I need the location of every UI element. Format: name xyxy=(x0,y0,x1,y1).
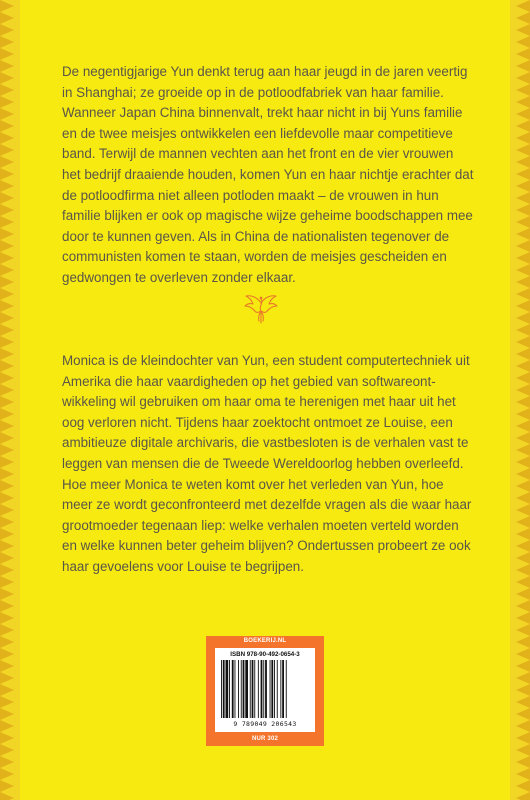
barcode-bar xyxy=(263,660,264,718)
barcode-bar xyxy=(221,660,222,718)
barcode-bar xyxy=(274,660,275,718)
barcode-bar xyxy=(241,660,242,718)
barcode-bar xyxy=(261,660,263,718)
barcode-bar xyxy=(282,660,284,718)
barcode-bar xyxy=(254,660,255,718)
barcode-panel xyxy=(215,648,315,732)
barcode-bar xyxy=(245,660,248,718)
nur-code: NUR 302 xyxy=(251,736,279,742)
barcode-bar xyxy=(229,660,230,718)
barcode-bar xyxy=(252,660,254,718)
isbn-text: ISBN 978-90-492-0654-3 xyxy=(230,651,300,658)
barcode-label xyxy=(206,636,324,746)
blurb-paragraph-1: De negentigjarige Yun denkt terug aan haar jeugd in de jaren veertig in Shanghai; ze groeide op in de potloodfabriek van haar familie. Wanneer Japan China binnenvalt, trekt haar nicht in bij Yuns familie en de twee meisjes ontwikkelen een liefdevolle maar competitieve band. Terwijl de mannen vechten aan het front en de vier vrouwen het bedrijf draaiende houden, komen Yun en haar nichtje erachter dat de potloodfirma niet alleen potloden maakt – de vrouwen in hun familie blijken er ook op magische wijze geheime boodschappen mee door te kunnen geven. Als in China de nationalisten tegenover de communisten komen te staan, worden de meisjes gescheiden en gedwongen te overleven zonder elkaar. xyxy=(62,64,474,285)
barcode-bar xyxy=(280,660,281,718)
barcode-bar xyxy=(226,660,229,718)
barcode-bar xyxy=(258,660,259,718)
barcode-bar xyxy=(265,660,267,718)
barcode-bar xyxy=(270,660,271,718)
barcode-bar xyxy=(238,660,239,718)
left-zigzag-border xyxy=(0,0,20,800)
barcode-bar xyxy=(232,660,234,718)
barcode-bar xyxy=(250,660,251,718)
phoenix-icon xyxy=(241,289,281,329)
barcode-digits: 9 789049 206543 xyxy=(233,720,297,728)
barcode-bar xyxy=(223,660,225,718)
barcode-bar xyxy=(243,660,245,718)
barcode-bar xyxy=(277,660,278,718)
barcode-bar xyxy=(271,660,273,718)
right-zigzag-border xyxy=(510,0,530,800)
barcode-bar xyxy=(286,660,287,718)
publisher-website: BOEKERIJ.NL xyxy=(243,638,287,644)
barcode-bar xyxy=(235,660,236,718)
blurb-paragraph-2: Monica is de kleindochter van Yun, een student computertechniek uit Amerika die haar vaardigheden op het gebied van softwareontwikkeling wil gebruiken om haar oma te herenigen met haar uit het oog verloren nicht. Tijdens haar zoektocht ontmoet ze Louise, een ambitieuze digitale archivaris, die vastbesloten is de verhalen vast te leggen van mensen die de Tweede Wereldoorlog hebben overleefd. Hoe meer Monica te weten komt over het verleden van Yun, hoe meer ze wordt geconfronteerd met dezelfde vragen als die waar haar grootmoeder tegenaan liep: welke verhalen moeten verteld worden en welke kunnen beter geheim blijven? Ondertussen probeert ze ook haar gevoelens voor Louise te begrijpen. xyxy=(62,353,472,574)
barcode-bars xyxy=(221,660,309,720)
